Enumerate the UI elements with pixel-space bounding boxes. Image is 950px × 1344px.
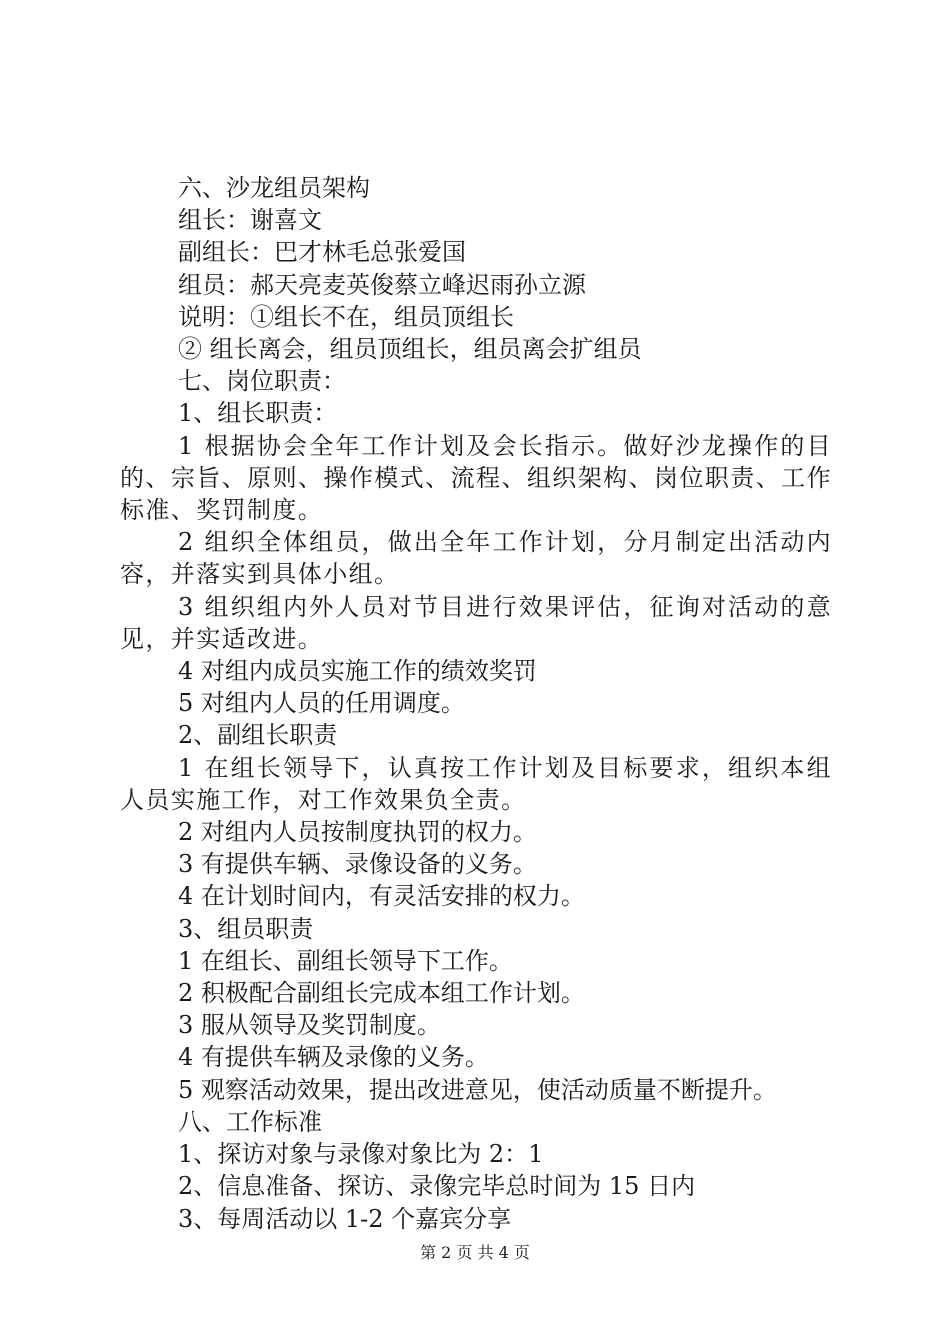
text-line: ② 组长离会，组员顶组长，组员离会扩组员	[178, 335, 642, 364]
paragraph: 2 组织全体组员，做出全年工作计划，分月制定出活动内容，并落实到具体小组。	[120, 528, 832, 589]
paragraph: 1 根据协会全年工作计划及会长指示。做好沙龙操作的目的、宗旨、原则、操作模式、流程、组织架构、岗位职责、工作标准、奖罚制度。	[120, 431, 832, 525]
text-line: 组员：郝天亮麦英俊蔡立峰迟雨孙立源	[178, 270, 586, 299]
text-line: 1、探访对象与录像对象比为 2：1	[178, 1140, 544, 1169]
text-line: 3、每周活动以 1-2 个嘉宾分享	[178, 1204, 512, 1233]
subsection-heading: 2、副组长职责	[178, 721, 338, 750]
text-line: 2 对组内人员按制度执罚的权力。	[178, 818, 537, 847]
text-line: 4 在计划时间内，有灵活安排的权力。	[178, 882, 585, 911]
page-number-footer: 第 2 页 共 4 页	[420, 1243, 530, 1262]
document-body	[120, 172, 832, 1235]
text-line: 1 在组长、副组长领导下工作。	[178, 946, 513, 975]
text-line: 2 积极配合副组长完成本组工作计划。	[178, 979, 585, 1008]
section-heading-7: 七、岗位职责：	[178, 367, 346, 396]
section-heading-6: 六、沙龙组员架构	[178, 174, 370, 202]
text-line: 说明：①组长不在，组员顶组长	[178, 302, 514, 331]
text-line: 4 有提供车辆及录像的义务。	[178, 1043, 489, 1072]
subsection-heading: 3、组员职责	[178, 914, 314, 943]
paragraph: 3 组织组内外人员对节目进行效果评估，征询对活动的意见，并实适改进。	[120, 592, 832, 653]
text-line: 3 有提供车辆、录像设备的义务。	[178, 850, 537, 879]
paragraph: 1 在组长领导下，认真按工作计划及目标要求，组织本组人员实施工作，对工作效果负全责。	[120, 753, 832, 814]
subsection-heading: 1、组长职责：	[178, 399, 338, 428]
section-heading-8: 八、工作标准	[178, 1107, 322, 1136]
text-line: 组长：谢喜文	[178, 206, 322, 235]
text-line: 2、信息准备、探访、录像完毕总时间为 15 日内	[178, 1172, 696, 1201]
text-line: 5 对组内人员的任用调度。	[178, 689, 465, 718]
text-line: 3 服从领导及奖罚制度。	[178, 1011, 441, 1040]
text-line: 4 对组内成员实施工作的绩效奖罚	[178, 657, 537, 686]
text-line: 5 观察活动效果，提出改进意见，使活动质量不断提升。	[178, 1075, 777, 1104]
text-line: 副组长：巴才林毛总张爱国	[178, 238, 466, 267]
